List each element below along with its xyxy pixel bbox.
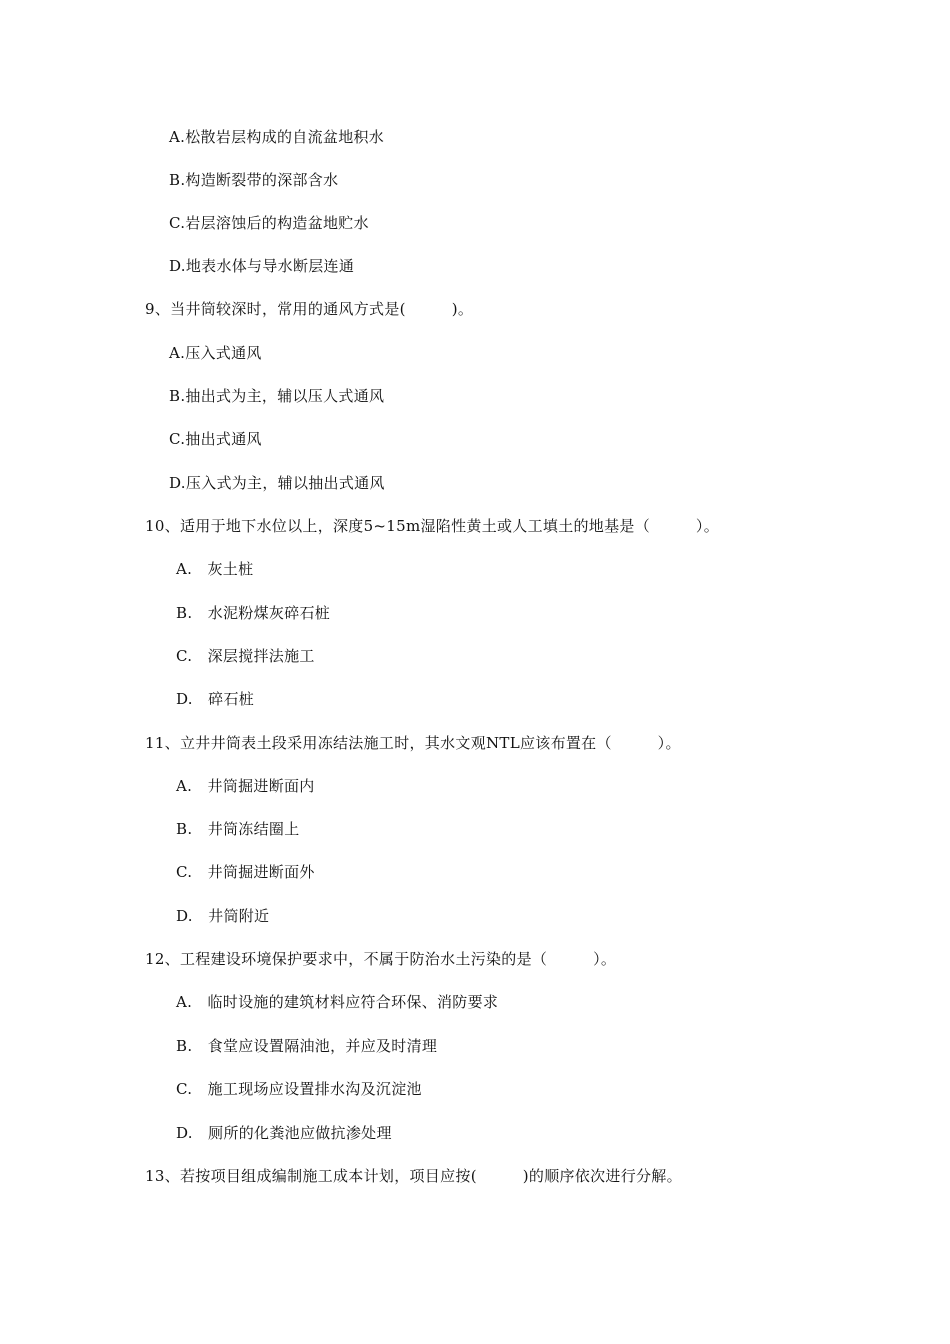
- q8-option-c: C.岩层溶蚀后的构造盆地贮水: [169, 214, 369, 232]
- q8-option-a: A.松散岩层构成的自流盆地积水: [169, 128, 385, 146]
- q11-stem: 11、立井井筒表土段采用冻结法施工时，其水文观NTL应该布置在（ ）。: [145, 734, 681, 752]
- q11-option-c: C. 井筒掘进断面外: [176, 863, 315, 881]
- q9-option-d: D.压入式为主，辅以抽出式通风: [169, 474, 385, 492]
- q12-stem: 12、工程建设环境保护要求中，不属于防治水土污染的是（ ）。: [145, 950, 617, 968]
- q9-option-c: C.抽出式通风: [169, 430, 262, 448]
- q9-option-b: B.抽出式为主，辅以压人式通风: [169, 387, 385, 405]
- q13-stem: 13、若按项目组成编制施工成本计划，项目应按( )的顺序依次进行分解。: [145, 1167, 682, 1185]
- q10-option-d: D. 碎石桩: [176, 690, 255, 708]
- q10-option-a: A. 灰土桩: [176, 560, 254, 578]
- q12-option-a: A. 临时设施的建筑材料应符合环保、消防要求: [176, 993, 499, 1011]
- q12-option-d: D. 厕所的化粪池应做抗渗处理: [176, 1124, 392, 1142]
- q10-stem: 10、适用于地下水位以上，深度5~15m湿陷性黄土或人工填土的地基是（ ）。: [145, 517, 720, 535]
- q10-option-b: B. 水泥粉煤灰碎石桩: [176, 604, 331, 622]
- q12-option-c: C. 施工现场应设置排水沟及沉淀池: [176, 1080, 422, 1098]
- q8-option-d: D.地表水体与导水断层连通: [169, 257, 355, 275]
- q12-option-b: B. 食堂应设置隔油池，并应及时清理: [176, 1037, 438, 1055]
- q11-option-d: D. 井筒附近: [176, 907, 270, 925]
- q9-option-a: A.压入式通风: [169, 344, 262, 362]
- q11-option-b: B. 井筒冻结圈上: [176, 820, 300, 838]
- q8-option-b: B.构造断裂带的深部含水: [169, 171, 339, 189]
- q9-stem: 9、当井筒较深时，常用的通风方式是( )。: [145, 300, 474, 318]
- q11-option-a: A. 井筒掘进断面内: [176, 777, 315, 795]
- q10-option-c: C. 深层搅拌法施工: [176, 647, 315, 665]
